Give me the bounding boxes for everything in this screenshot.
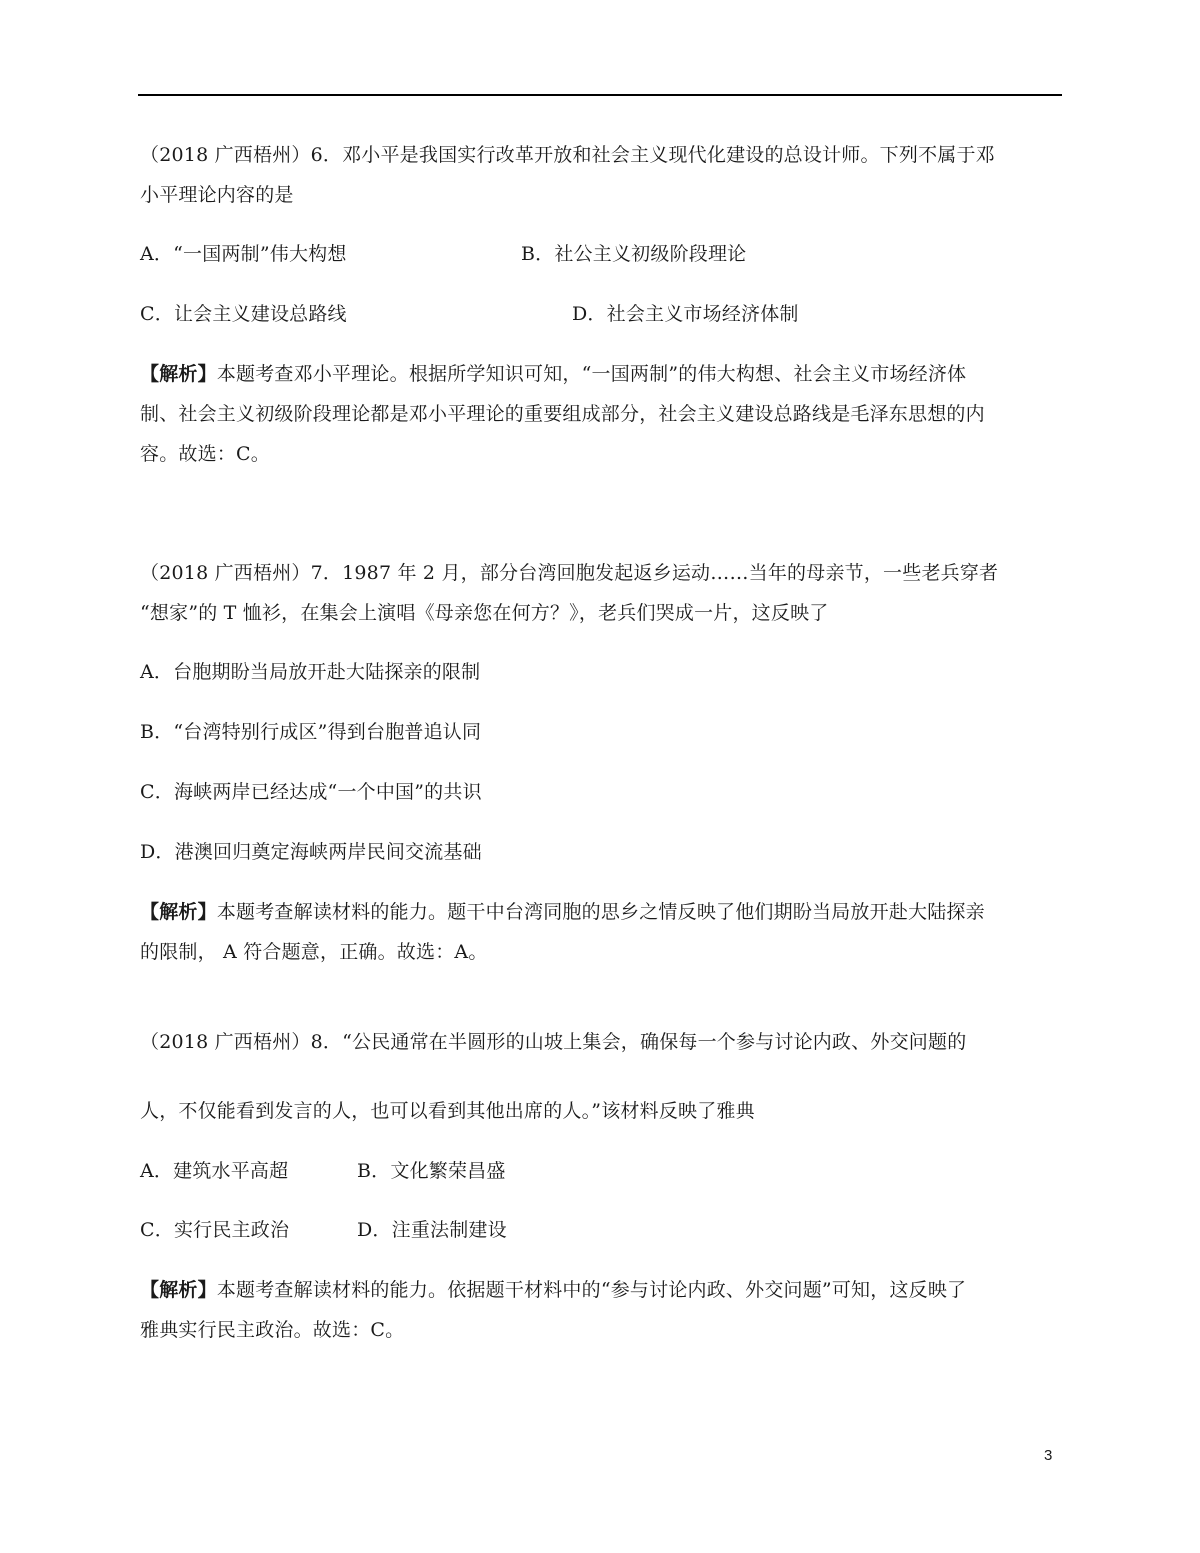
q8-analysis-text: 本题考查解读材料的能力。依据题干材料中的“参与讨论内政、外交问题”可知，这反映了 xyxy=(216,1279,967,1301)
q8-stem-line-2: 人，不仅能看到发言的人，也可以看到其他出席的人。”该材料反映了雅典 xyxy=(140,1100,755,1122)
q6-analysis-line-3: 容。故选：C。 xyxy=(140,443,270,465)
q6-option-b: B．社公主义初级阶段理论 xyxy=(521,243,747,265)
q6-analysis-line-1 xyxy=(140,362,966,386)
q8-analysis-line-2: 雅典实行民主政治。故选：C。 xyxy=(140,1319,405,1341)
q7-analysis-text: 本题考查解读材料的能力。题干中台湾同胞的思乡之情反映了他们期盼当局放开赴大陆探亲 xyxy=(216,901,985,923)
q8-option-b: B．文化繁荣昌盛 xyxy=(357,1160,506,1182)
q8-analysis-tag: 【解析】 xyxy=(140,1279,217,1301)
q6-analysis-tag: 【解析】 xyxy=(140,363,217,385)
q8-stem-line-1: （2018 广西梧州）8．“公民通常在半圆形的山坡上集会，确保每一个参与讨论内政、外交问题的 xyxy=(140,1031,967,1053)
q7-option-c: C．海峡两岸已经达成“一个中国”的共识 xyxy=(140,781,482,803)
q8-option-a: A．建筑水平高超 xyxy=(140,1160,289,1182)
q8-option-d: D．注重法制建设 xyxy=(357,1219,507,1241)
page-number: 3 xyxy=(1044,1447,1053,1464)
q6-analysis-text: 本题考查邓小平理论。根据所学知识可知，“一国两制”的伟大构想、社会主义市场经济体 xyxy=(216,363,967,385)
q7-analysis-tag: 【解析】 xyxy=(140,901,217,923)
q6-stem-line-1: （2018 广西梧州）6．邓小平是我国实行改革开放和社会主义现代化建设的总设计师。下列不属于邓 xyxy=(140,144,995,166)
q8-analysis-line-1 xyxy=(140,1278,966,1302)
q8-option-c: C．实行民主政治 xyxy=(140,1219,290,1241)
q7-analysis-line-2: 的限制， A 符合题意，正确。故选：A。 xyxy=(140,941,488,963)
q7-stem-line-2: “想家”的 T 恤衫，在集会上演唱《母亲您在何方？》，老兵们哭成一片，这反映了 xyxy=(140,602,829,624)
q7-stem-line-1: （2018 广西梧州）7．1987 年 2 月，部分台湾回胞发起返乡运动……当年的母亲节，一些老兵穿者 xyxy=(140,562,999,584)
q7-option-b: B．“台湾特别行成区”得到台胞普追认同 xyxy=(140,721,482,743)
q7-option-d: D．港澳回归奠定海峡两岸民间交流基础 xyxy=(140,841,482,863)
q7-option-a: A．台胞期盼当局放开赴大陆探亲的限制 xyxy=(140,661,481,683)
q6-analysis-line-2: 制、社会主义初级阶段理论都是邓小平理论的重要组成部分，社会主义建设总路线是毛泽东思想的内 xyxy=(140,403,985,425)
header-rule xyxy=(138,94,1062,96)
q6-stem-line-2: 小平理论内容的是 xyxy=(140,184,294,206)
q7-analysis-line-1 xyxy=(140,900,985,924)
q6-option-d: D．社会主义市场经济体制 xyxy=(572,303,799,325)
q6-option-c: C．让会主义建设总路线 xyxy=(140,303,347,325)
q6-option-a: A．“一国两制”伟大构想 xyxy=(140,243,347,265)
